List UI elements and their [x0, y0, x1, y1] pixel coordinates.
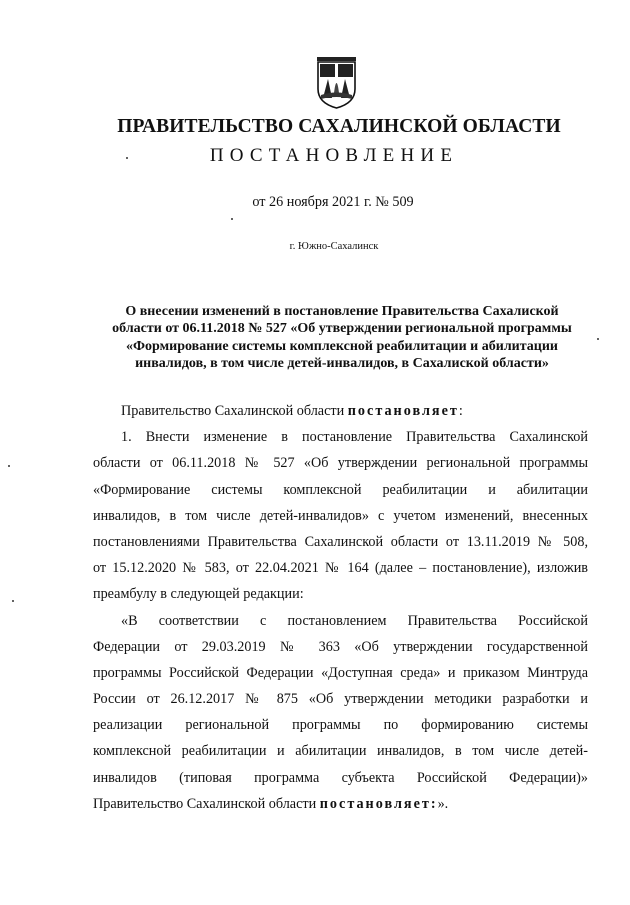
scan-speck	[8, 465, 10, 467]
preamble-colon: :	[458, 403, 463, 419]
scan-speck	[126, 157, 128, 159]
subject-line: инвалидов, в том числе детей-инвалидов, в Сахалиской области»	[135, 356, 549, 372]
document-subject	[92, 303, 592, 373]
closing-keyword: постановляет:	[319, 795, 438, 812]
document-type: ПОСТАНОВЛЕНИЕ	[209, 145, 459, 166]
closing-text: Правительство Сахалинской области	[93, 795, 320, 812]
scan-speck	[12, 600, 14, 602]
scan-speck	[231, 218, 233, 220]
issuance-city: г. Южно-Сахалинск	[289, 241, 379, 252]
document-body	[93, 398, 588, 817]
quote-line: «В соответствии с постановлением Правительства Российской	[121, 612, 588, 629]
quote-line: Федерации от 29.03.2019 № 363 «Об утверждении государственной	[93, 638, 588, 655]
coat-of-arms-icon	[314, 55, 359, 110]
quote-line: России от 26.12.2017 № 875 «Об утверждении методики разработки и	[93, 691, 588, 708]
document-date-number: от 26 ноября 2021 г. № 509	[252, 194, 414, 210]
preamble-keyword: постановляет	[347, 403, 459, 419]
paragraph-1-line: постановлениями Правительства Сахалинской области от 13.11.2019 № 508,	[93, 533, 588, 550]
subject-line: О внесении изменений в постановление Правительства Сахалиской	[125, 304, 559, 319]
paragraph-1-line: «Формирование системы комплексной реабилитации и абилитации	[93, 481, 588, 498]
paragraph-1-line: преамбулу в следующей редакции:	[93, 586, 304, 603]
scan-speck	[597, 338, 599, 340]
closing-line	[93, 791, 588, 817]
quote-line: комплексной реабилитации и абилитации инвалидов, в том числе детей-	[93, 743, 588, 760]
subject-line: «Формирование системы комплексной реабилитации и абилитации	[126, 338, 558, 354]
quote-line: инвалидов (типовая программа субъекта Российской Федерации)»	[93, 769, 588, 786]
quote-line: программы Российской Федерации «Доступная среда» и приказом Минтруда	[93, 664, 588, 681]
paragraph-1-line: 1. Внести изменение в постановление Правительства Сахалинской	[121, 429, 588, 446]
preamble-line	[93, 398, 588, 424]
paragraph-1-line: инвалидов, в том числе детей-инвалидов» с учетом изменений, внесенных	[93, 507, 588, 524]
authority-name: ПРАВИТЕЛЬСТВО САХАЛИНСКОЙ ОБЛАСТИ	[117, 116, 561, 137]
closing-suffix: ».	[437, 795, 449, 812]
preamble-text: Правительство Сахалинской области	[121, 403, 348, 419]
quote-line: реализации региональной программы по формированию системы	[93, 717, 588, 734]
subject-line: области от 06.11.2018 № 527 «Об утверждении региональной программы	[112, 321, 572, 337]
paragraph-1-line: области от 06.11.2018 № 527 «Об утверждении региональной программы	[93, 455, 588, 472]
paragraph-1-line: от 15.12.2020 № 583, от 22.04.2021 № 164 (далее – постановление), изложив	[93, 560, 588, 577]
